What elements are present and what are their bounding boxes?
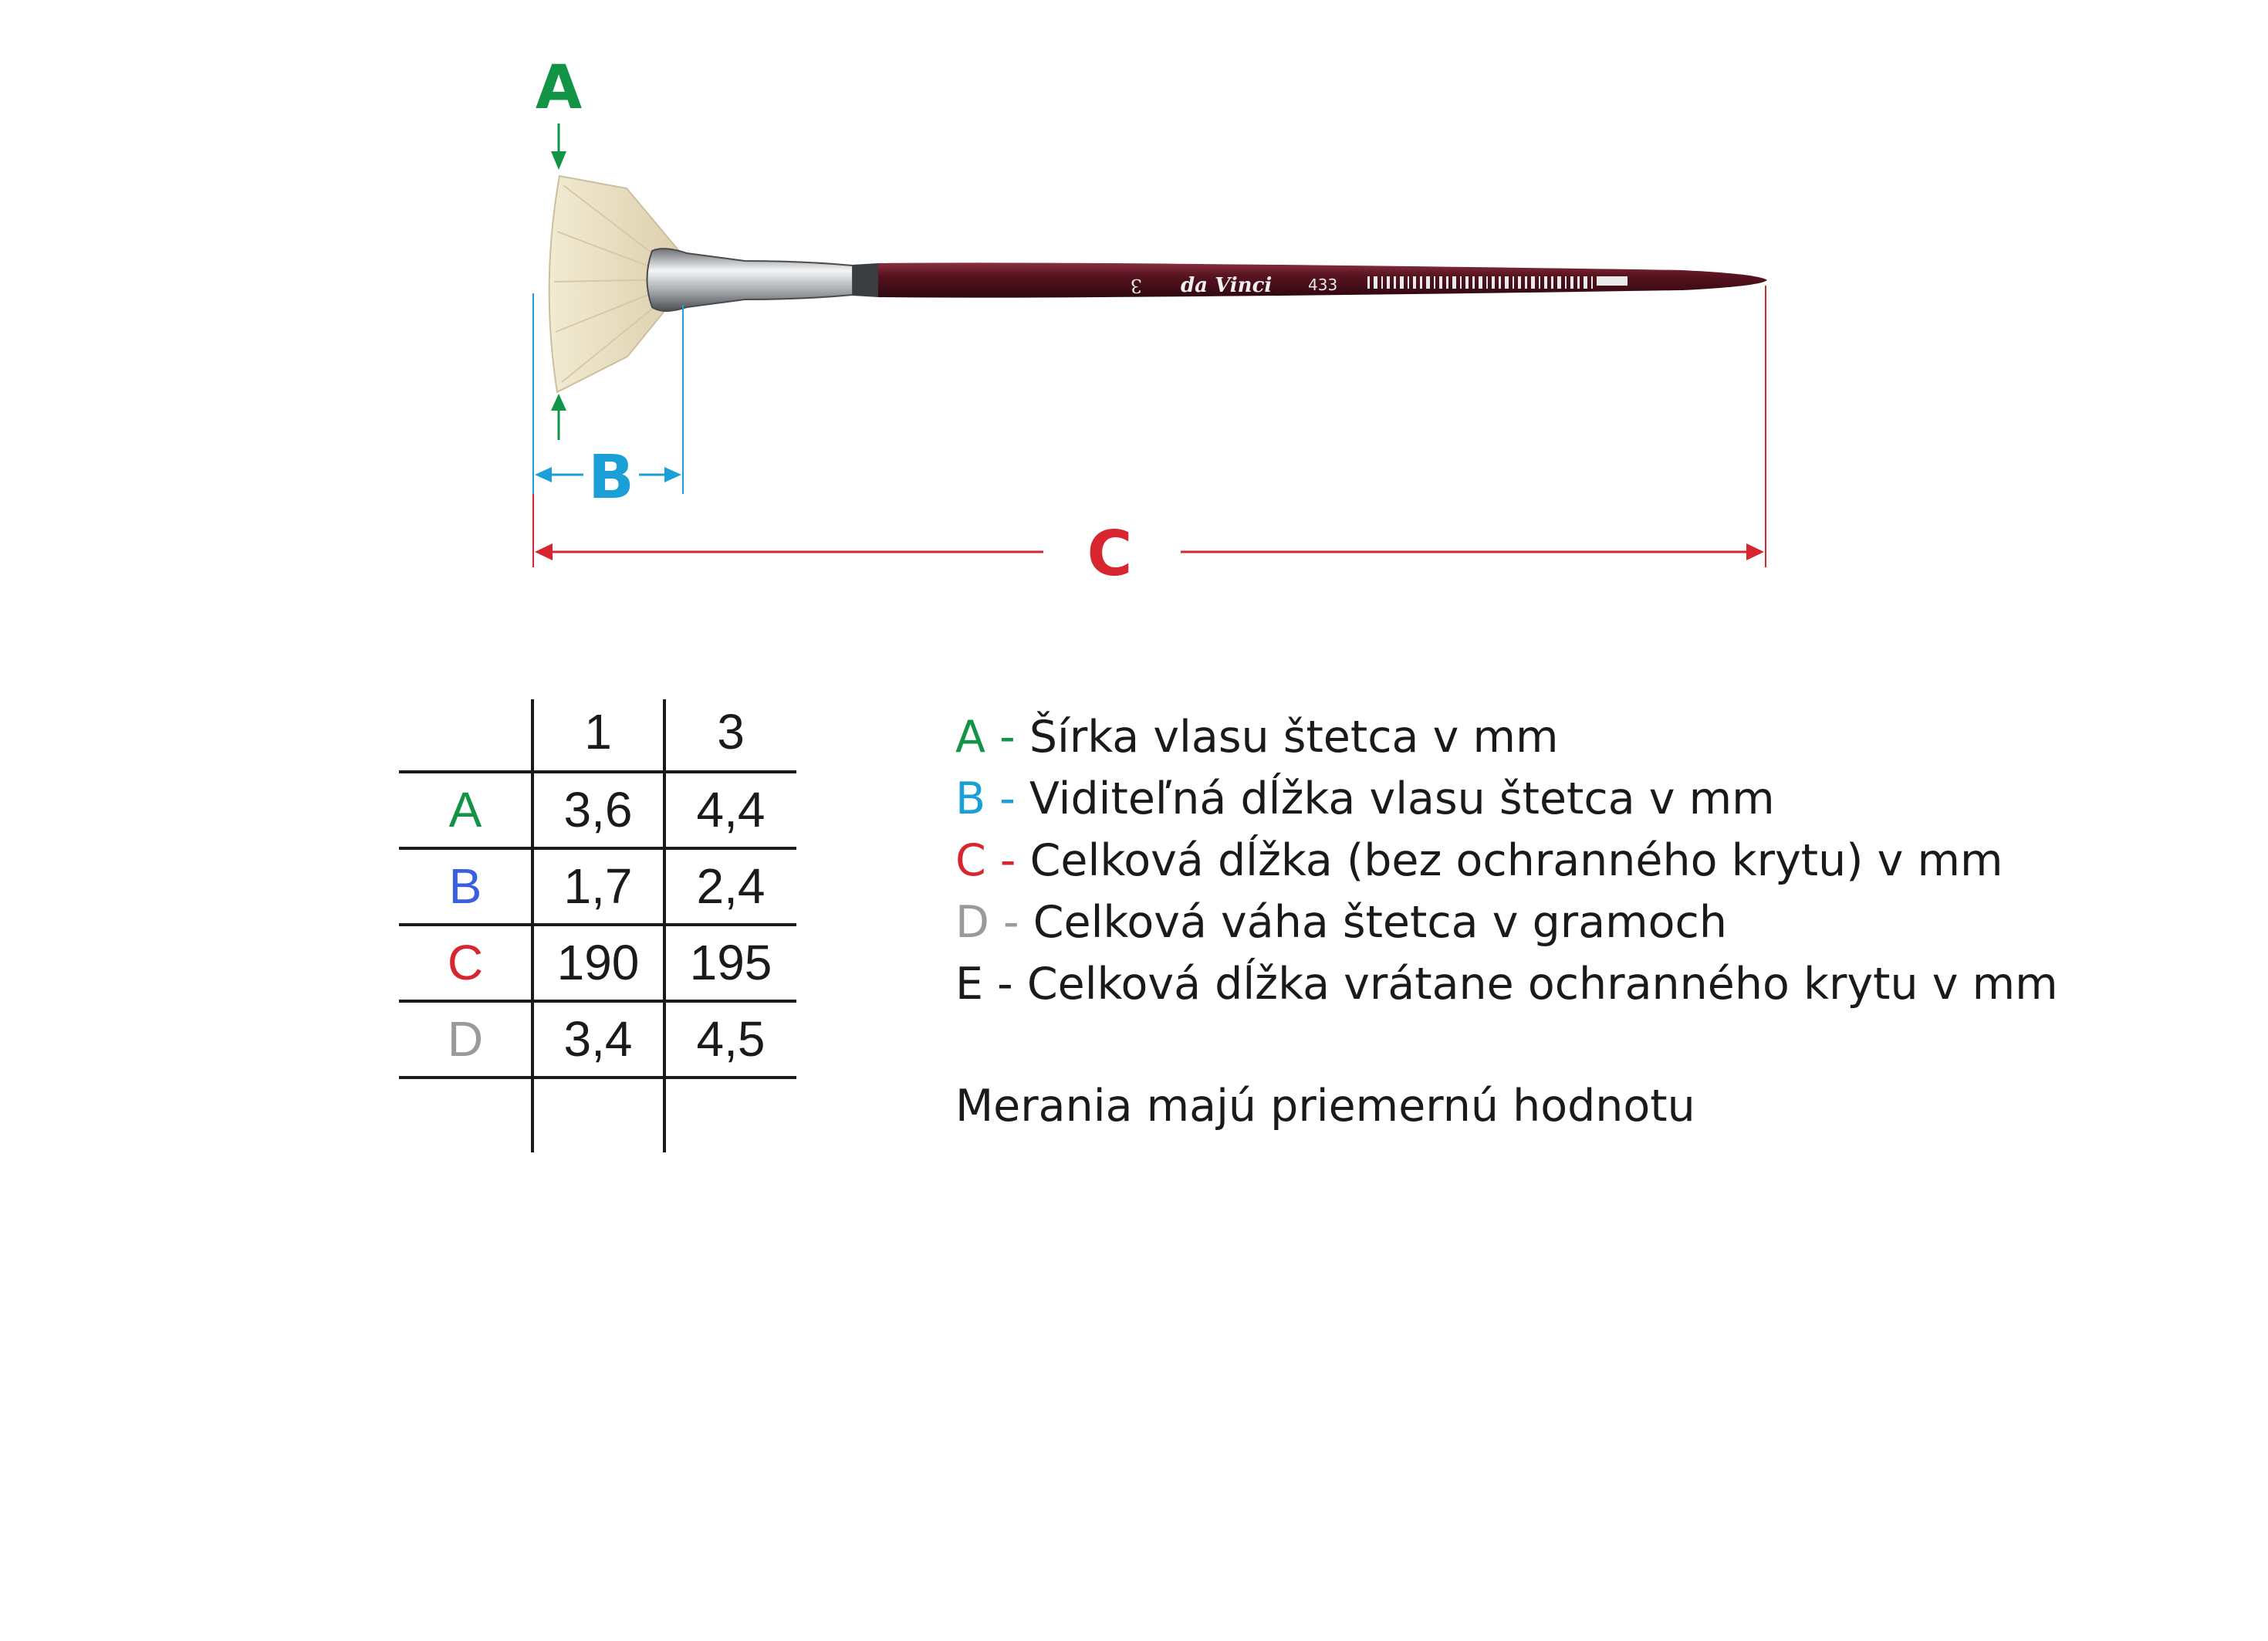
dimension-a-bottom-arrowhead <box>551 394 566 411</box>
legend-key-a: A - <box>955 712 1016 763</box>
legend-text-b: Viditeľná dĺžka vlasu štetca v mm <box>1029 773 1775 824</box>
table-cell-c-1: 190 <box>556 935 640 990</box>
legend-item-d <box>955 892 2058 953</box>
dimension-c <box>533 286 1766 590</box>
legend-text-d: Celková váha štetca v gramoch <box>1033 897 1727 948</box>
legend-item-e <box>955 953 2058 1015</box>
legend-item-a <box>955 706 2058 768</box>
table-header-col-2: 3 <box>717 704 745 760</box>
legend-key-c: C - <box>955 835 1016 886</box>
dimension-b-right-arrowhead <box>664 467 681 482</box>
legend-key-d: D - <box>955 897 1019 948</box>
dimension-legend <box>955 706 2058 1015</box>
legend-key-e: E - <box>955 959 1013 1010</box>
dimension-a-label: A <box>535 53 583 123</box>
legend-item-b <box>955 768 2058 830</box>
table-cell-d-2: 4,5 <box>696 1011 766 1067</box>
dimension-c-left-arrowhead <box>535 543 553 560</box>
table-row-key-b: B <box>448 858 482 914</box>
dimension-a-top-arrowhead <box>551 151 566 170</box>
dimension-b-left-arrowhead <box>535 467 552 482</box>
legend-text-e: Celková dĺžka vrátane ochranného krytu v mm <box>1026 959 2058 1010</box>
dimension-b-label: B <box>588 443 634 513</box>
table-grid <box>399 699 796 1152</box>
table-header-col-1: 1 <box>584 704 612 760</box>
legend-text-c: Celková dĺžka (bez ochranného krytu) v mm <box>1029 835 2003 886</box>
legend-key-b: B - <box>955 773 1016 824</box>
measurement-table <box>399 699 796 1152</box>
brush-ferrule <box>647 249 853 311</box>
brush-crimp <box>853 263 878 297</box>
table-cell-a-2: 4,4 <box>696 782 766 837</box>
table-cell-b-2: 2,4 <box>696 858 766 914</box>
brush-size-imprint: 3 <box>1130 275 1142 296</box>
brush-image <box>549 176 1767 392</box>
legend-item-c <box>955 830 2058 892</box>
legend-text-a: Šírka vlasu štetca v mm <box>1029 712 1559 763</box>
table-cell-d-1: 3,4 <box>563 1011 633 1067</box>
table-cell-b-1: 1,7 <box>563 858 633 914</box>
table-row-key-a: A <box>448 782 482 837</box>
brush-brand-imprint: da Vinci <box>1181 274 1273 297</box>
table-cell-a-1: 3,6 <box>563 782 633 837</box>
table-row-key-d: D <box>447 1011 484 1067</box>
dimension-c-right-arrowhead <box>1746 543 1764 560</box>
measurement-note: Merania majú priemernú hodnotu <box>955 1081 1695 1132</box>
dimension-c-label: C <box>1087 518 1133 590</box>
brush-series-imprint: 433 <box>1308 276 1338 294</box>
table-cell-c-2: 195 <box>689 935 772 990</box>
table-row-key-c: C <box>447 935 484 990</box>
